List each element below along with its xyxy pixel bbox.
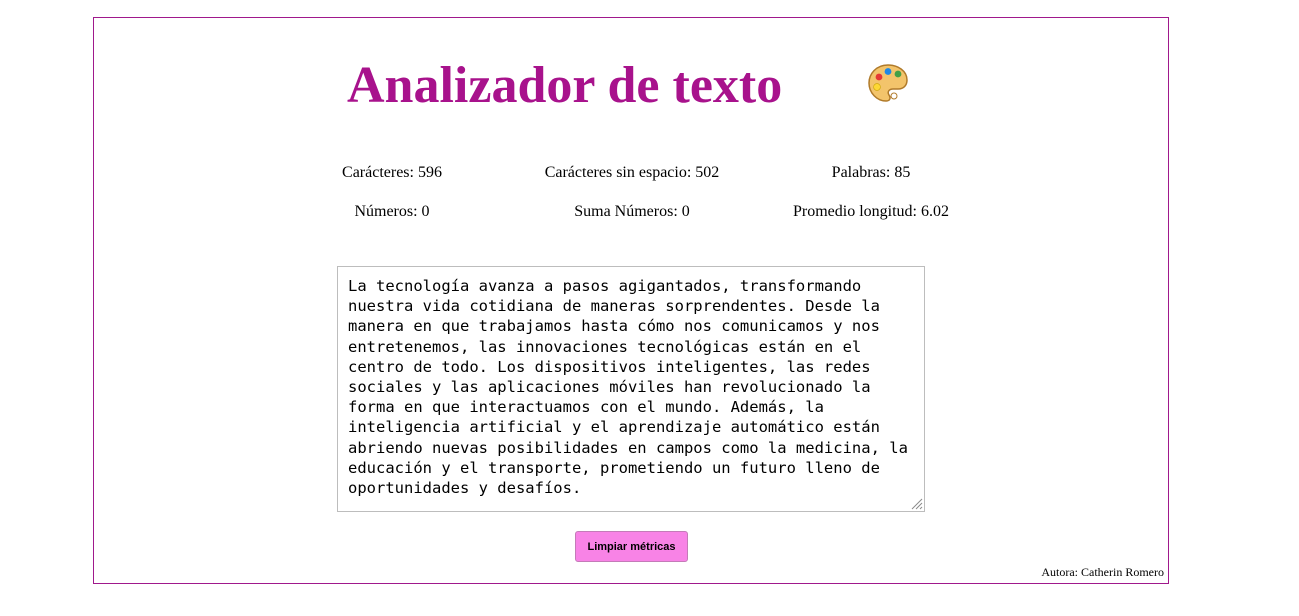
metric-characters-no-space-value: 502 [695,164,720,181]
metric-numbers [354,202,429,222]
metric-words [832,163,911,183]
metric-average-length-label: Promedio longitud: [793,203,917,220]
resize-grip-icon[interactable] [909,496,923,510]
metric-average-length [793,202,949,222]
text-input[interactable] [337,266,925,512]
palette-icon [867,62,909,104]
page-title: Analizador de texto [347,57,783,114]
metric-sum-numbers [574,202,690,222]
author-credit: Autora: Catherin Romero [1041,565,1164,579]
metric-words-value: 85 [894,164,911,181]
metric-words-label: Palabras: [831,164,891,181]
metric-characters-no-space [545,163,720,183]
metric-characters-label: Carácteres: [342,164,414,181]
clear-metrics-button[interactable]: Limpiar métricas [575,531,688,562]
metric-sum-numbers-value: 0 [681,203,690,220]
metric-characters-no-space-label: Carácteres sin espacio: [544,164,692,181]
metric-characters [342,163,442,183]
metric-average-length-value: 6.02 [921,203,949,220]
app-container [93,17,1169,584]
metric-numbers-value: 0 [421,203,430,220]
metric-numbers-label: Números: [354,203,418,220]
metric-sum-numbers-label: Suma Números: [574,203,678,220]
metric-characters-value: 596 [417,164,442,181]
